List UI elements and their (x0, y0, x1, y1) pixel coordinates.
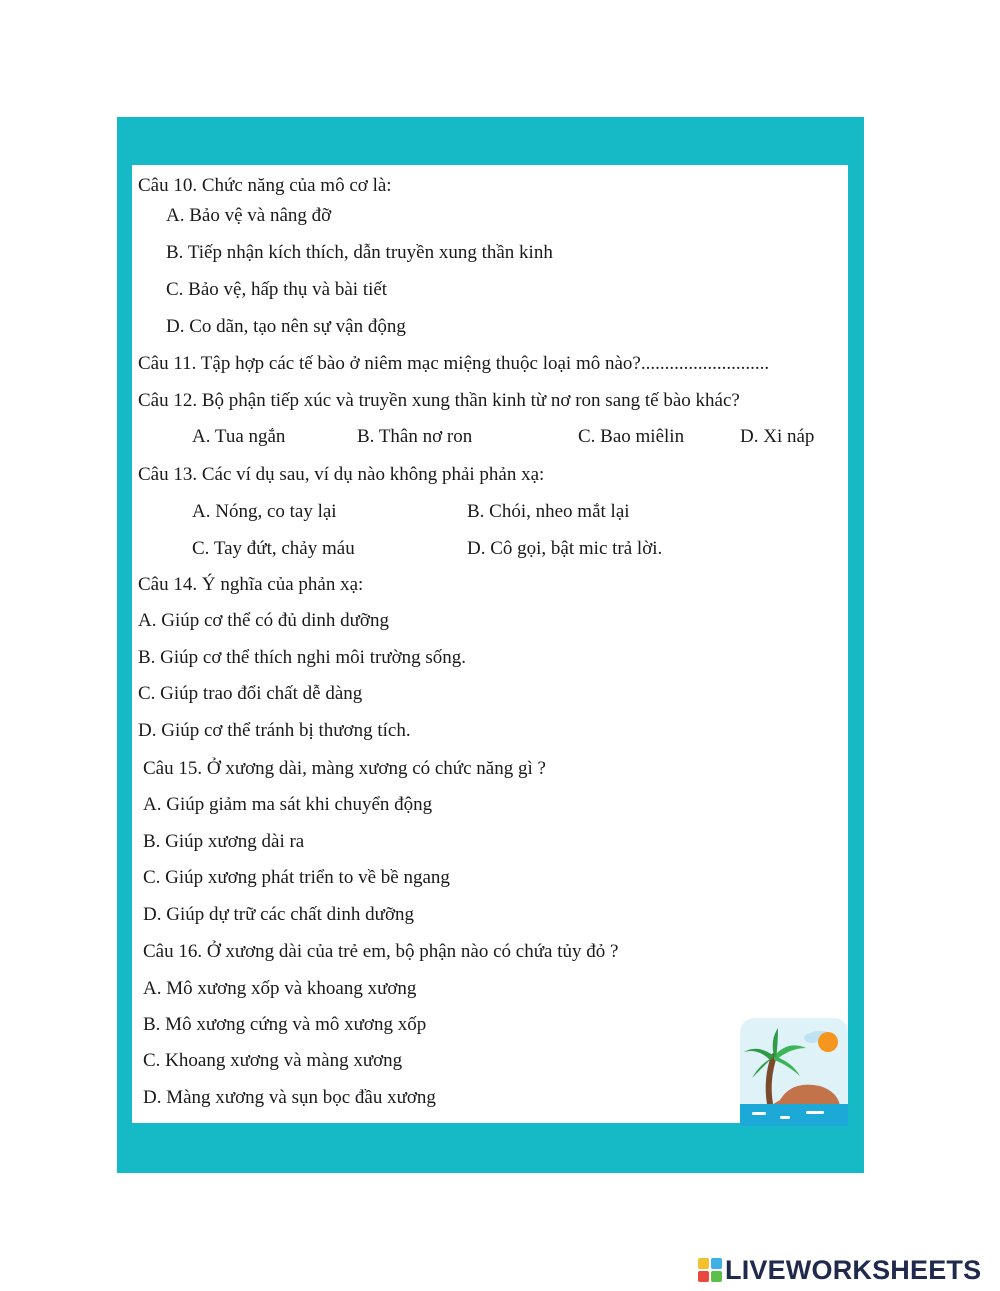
q12-option-a: A. Tua ngắn (192, 426, 286, 447)
q13-option-b: B. Chói, nheo mắt lại (467, 501, 630, 522)
q15-option-a: A. Giúp giảm ma sát khi chuyển động (143, 794, 433, 815)
q16-option-b: B. Mô xương cứng và mô xương xốp (143, 1014, 427, 1035)
q16-option-d: D. Màng xương và sụn bọc đầu xương (143, 1087, 436, 1108)
q13-option-a: A. Nóng, co tay lại (192, 501, 337, 522)
q10-option-a: A. Bảo vệ và nâng đỡ (166, 205, 332, 226)
q12-option-b: B. Thân nơ ron (357, 426, 473, 447)
liveworksheets-logo-icon (697, 1257, 723, 1283)
q15-option-b: B. Giúp xương dài ra (143, 831, 305, 852)
q16-option-a: A. Mô xương xốp và khoang xương (143, 978, 417, 999)
question-10: Câu 10. Chức năng của mô cơ là: (138, 175, 392, 196)
q14-option-c: C. Giúp trao đổi chất dễ dàng (138, 683, 363, 704)
question-11: Câu 11. Tập hợp các tế bào ở niêm mạc miệng thuộc loại mô nào?........................... (138, 353, 770, 374)
q10-option-d: D. Co dãn, tạo nên sự vận động (166, 316, 406, 337)
question-16: Câu 16. Ở xương dài của trẻ em, bộ phận nào có chứa tủy đỏ ? (143, 941, 619, 962)
q16-option-c: C. Khoang xương và màng xương (143, 1050, 403, 1071)
q14-option-b: B. Giúp cơ thể thích nghi môi trường sống. (138, 647, 467, 668)
palm-island-icon (740, 1018, 848, 1126)
q10-option-b: B. Tiếp nhận kích thích, dẫn truyền xung thần kinh (166, 242, 553, 263)
q13-option-d: D. Cô gọi, bật mic trả lời. (467, 538, 663, 559)
question-14: Câu 14. Ý nghĩa của phản xạ: (138, 574, 364, 595)
question-13: Câu 13. Các ví dụ sau, ví dụ nào không phải phản xạ: (138, 464, 545, 485)
q15-option-d: D. Giúp dự trữ các chất dinh dưỡng (143, 904, 414, 925)
q14-option-a: A. Giúp cơ thể có đủ dinh dưỡng (138, 610, 389, 631)
q14-option-d: D. Giúp cơ thể tránh bị thương tích. (138, 720, 411, 741)
q10-option-c: C. Bảo vệ, hấp thụ và bài tiết (166, 279, 388, 300)
question-15: Câu 15. Ở xương dài, màng xương có chức năng gì ? (143, 758, 546, 779)
brand-name: LIVEWORKSHEETS (725, 1254, 982, 1285)
q12-option-c: C. Bao miêlin (578, 426, 685, 447)
brand-footer (697, 1255, 981, 1285)
q13-option-c: C. Tay đứt, chảy máu (192, 538, 355, 559)
q12-option-d: D. Xi náp (740, 426, 815, 447)
q15-option-c: C. Giúp xương phát triển to về bề ngang (143, 867, 450, 888)
question-12: Câu 12. Bộ phận tiếp xúc và truyền xung thần kinh từ nơ ron sang tế bào khác? (138, 390, 740, 411)
